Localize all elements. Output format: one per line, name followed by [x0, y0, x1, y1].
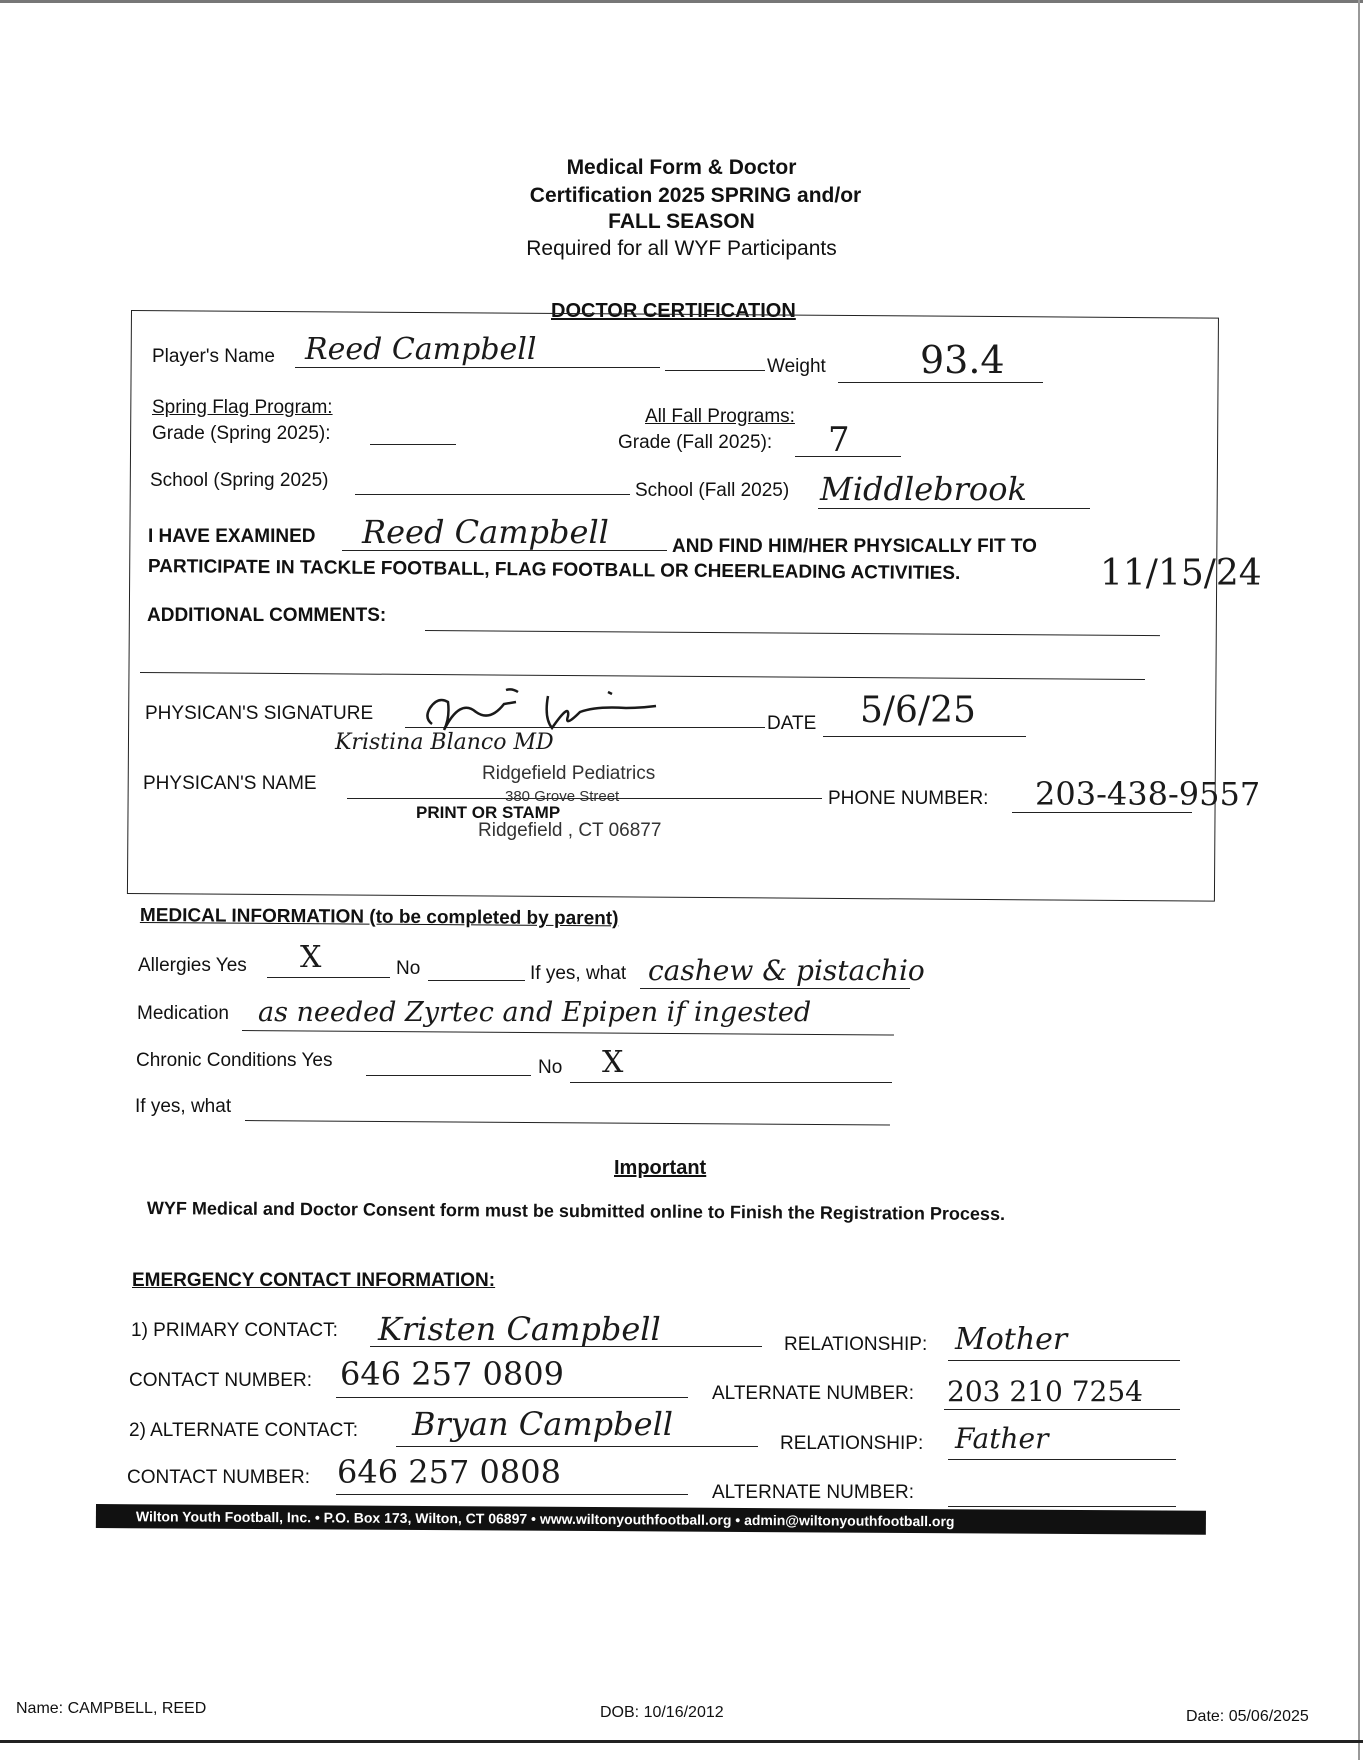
- alternate-number-label-2: ALTERNATE NUMBER:: [712, 1482, 914, 1503]
- primary-contact-label: 1) PRIMARY CONTACT:: [131, 1320, 338, 1341]
- fall-program-label: All Fall Programs:: [645, 406, 795, 427]
- players-name-label: Player's Name: [152, 346, 275, 367]
- footer-rule: [0, 1740, 1363, 1743]
- allergies-what-line: [640, 988, 910, 989]
- alternate-number-label-1: ALTERNATE NUMBER:: [712, 1383, 914, 1404]
- contact-number-line-1: [336, 1397, 688, 1398]
- primary-contact-value: Kristen Campbell: [378, 1310, 661, 1348]
- contact-number-label-2: CONTACT NUMBER:: [127, 1467, 310, 1488]
- form-title-line2: Certification 2025 SPRING and/or: [529, 184, 862, 207]
- spring-grade-label: Grade (Spring 2025):: [152, 423, 331, 444]
- alternate-contact-value: Bryan Campbell: [412, 1405, 674, 1443]
- relationship-label-2: RELATIONSHIP:: [780, 1433, 924, 1454]
- organization-footer-text: Wilton Youth Football, Inc. • P.O. Box 173, Wilton, CT 06897 • www.wiltonyouthfootball.org • admin@wiltonyouthfootball.org: [135, 1508, 955, 1530]
- chronic-what-label: If yes, what: [135, 1096, 232, 1117]
- relationship-label-1: RELATIONSHIP:: [784, 1334, 928, 1355]
- signature-label: PHYSICAN'S SIGNATURE: [145, 703, 374, 724]
- phone-value: 203-438-9557: [1035, 775, 1261, 813]
- alternate-number-line-1: [944, 1409, 1180, 1410]
- weight-line: [838, 382, 1043, 383]
- chronic-no-line: [570, 1082, 892, 1083]
- spring-grade-line: [370, 444, 456, 445]
- relationship-line-1: [948, 1360, 1180, 1361]
- fall-grade-label: Grade (Fall 2025):: [618, 432, 773, 453]
- footer-patient-name: Name: CAMPBELL, REED: [16, 1700, 207, 1717]
- form-title-line3: FALL SEASON: [608, 210, 755, 233]
- players-name-line-ext: [665, 370, 765, 371]
- important-text: WYF Medical and Doctor Consent form must be submitted online to Finish the Registration Process.: [146, 1198, 1006, 1224]
- allergies-no-label: No: [396, 958, 421, 979]
- comments-label: ADDITIONAL COMMENTS:: [147, 605, 387, 626]
- fall-grade-value: 7: [828, 420, 850, 460]
- doctor-certification-heading: DOCTOR CERTIFICATION: [551, 300, 796, 322]
- contact-number-label-1: CONTACT NUMBER:: [129, 1370, 312, 1391]
- contact-number-value-2: 646 257 0808: [337, 1453, 561, 1491]
- medical-information-heading: MEDICAL INFORMATION (to be completed by parent): [139, 905, 619, 930]
- weight-value: 93.4: [920, 338, 1005, 382]
- examined-label: I HAVE EXAMINED: [148, 526, 316, 547]
- physician-name-handwritten: Kristina Blanco MD: [335, 730, 554, 755]
- emergency-contact-heading: EMERGENCY CONTACT INFORMATION:: [132, 1270, 496, 1291]
- fall-school-value: Middlebrook: [820, 470, 1027, 508]
- scan-edge-right: [1358, 0, 1360, 1760]
- exam-date-value: 11/15/24: [1100, 553, 1262, 594]
- physician-signature: [420, 678, 670, 738]
- players-name-value: Reed Campbell: [305, 332, 537, 367]
- medication-line: [242, 1030, 894, 1036]
- contact-number-value-1: 646 257 0809: [340, 1355, 564, 1393]
- chronic-no-label: No: [538, 1057, 563, 1078]
- stamp-practice-name: Ridgefield Pediatrics: [482, 763, 656, 784]
- medication-value: as needed Zyrtec and Epipen if ingested: [258, 997, 812, 1028]
- players-name-line: [295, 367, 660, 368]
- weight-label: Weight: [767, 356, 826, 377]
- chronic-no-value: X: [602, 1045, 624, 1080]
- date-line: [823, 736, 1026, 737]
- spring-school-line: [355, 494, 630, 495]
- allergies-yes-label: Allergies Yes: [138, 955, 247, 976]
- footer-dob: DOB: 10/16/2012: [600, 1704, 724, 1721]
- spring-program-label: Spring Flag Program:: [152, 397, 333, 418]
- footer-date: Date: 05/06/2025: [1186, 1708, 1309, 1725]
- allergies-yes-line: [267, 977, 390, 978]
- allergies-no-line: [428, 980, 525, 981]
- allergies-yes-value: X: [300, 940, 322, 975]
- chronic-what-line: [245, 1120, 890, 1126]
- allergies-what-label: If yes, what: [530, 963, 627, 984]
- participate-label: PARTICIPATE IN TACKLE FOOTBALL, FLAG FOOTBALL OR CHEERLEADING ACTIVITIES.: [147, 556, 961, 585]
- chronic-yes-line: [366, 1075, 531, 1076]
- allergies-what-value: cashew & pistachio: [648, 954, 925, 987]
- alternate-contact-line: [396, 1446, 758, 1447]
- form-subtitle: Required for all WYF Participants: [526, 237, 837, 260]
- scan-edge-top: [0, 0, 1363, 3]
- relationship-value-2: Father: [955, 1422, 1049, 1455]
- relationship-line-2: [948, 1459, 1176, 1460]
- alternate-number-line-2: [948, 1506, 1176, 1507]
- chronic-yes-label: Chronic Conditions Yes: [136, 1050, 333, 1071]
- fall-school-label: School (Fall 2025): [635, 480, 790, 501]
- organization-footer-bar: [96, 1504, 1206, 1535]
- stamp-street: 380 Grove Street: [505, 788, 620, 805]
- stamp-city: Ridgefield , CT 06877: [478, 820, 662, 841]
- physician-name-label: PHYSICAN'S NAME: [143, 773, 317, 794]
- important-heading: Important: [614, 1157, 707, 1179]
- form-title-line1: Medical Form & Doctor: [566, 156, 797, 179]
- print-or-stamp-label: PRINT OR STAMP: [416, 803, 561, 822]
- medication-label: Medication: [137, 1003, 229, 1024]
- alternate-number-value-1: 203 210 7254: [947, 1375, 1143, 1408]
- fit-label: AND FIND HIM/HER PHYSICALLY FIT TO: [672, 536, 1037, 557]
- phone-label: PHONE NUMBER:: [828, 788, 989, 809]
- examined-value: Reed Campbell: [362, 513, 609, 551]
- spring-school-label: School (Spring 2025): [150, 470, 329, 491]
- date-value: 5/6/25: [860, 690, 976, 731]
- fall-school-line: [818, 508, 1090, 509]
- relationship-value-1: Mother: [955, 1322, 1068, 1357]
- alternate-contact-label: 2) ALTERNATE CONTACT:: [129, 1420, 359, 1441]
- date-label: DATE: [767, 713, 817, 734]
- contact-number-line-2: [336, 1494, 688, 1495]
